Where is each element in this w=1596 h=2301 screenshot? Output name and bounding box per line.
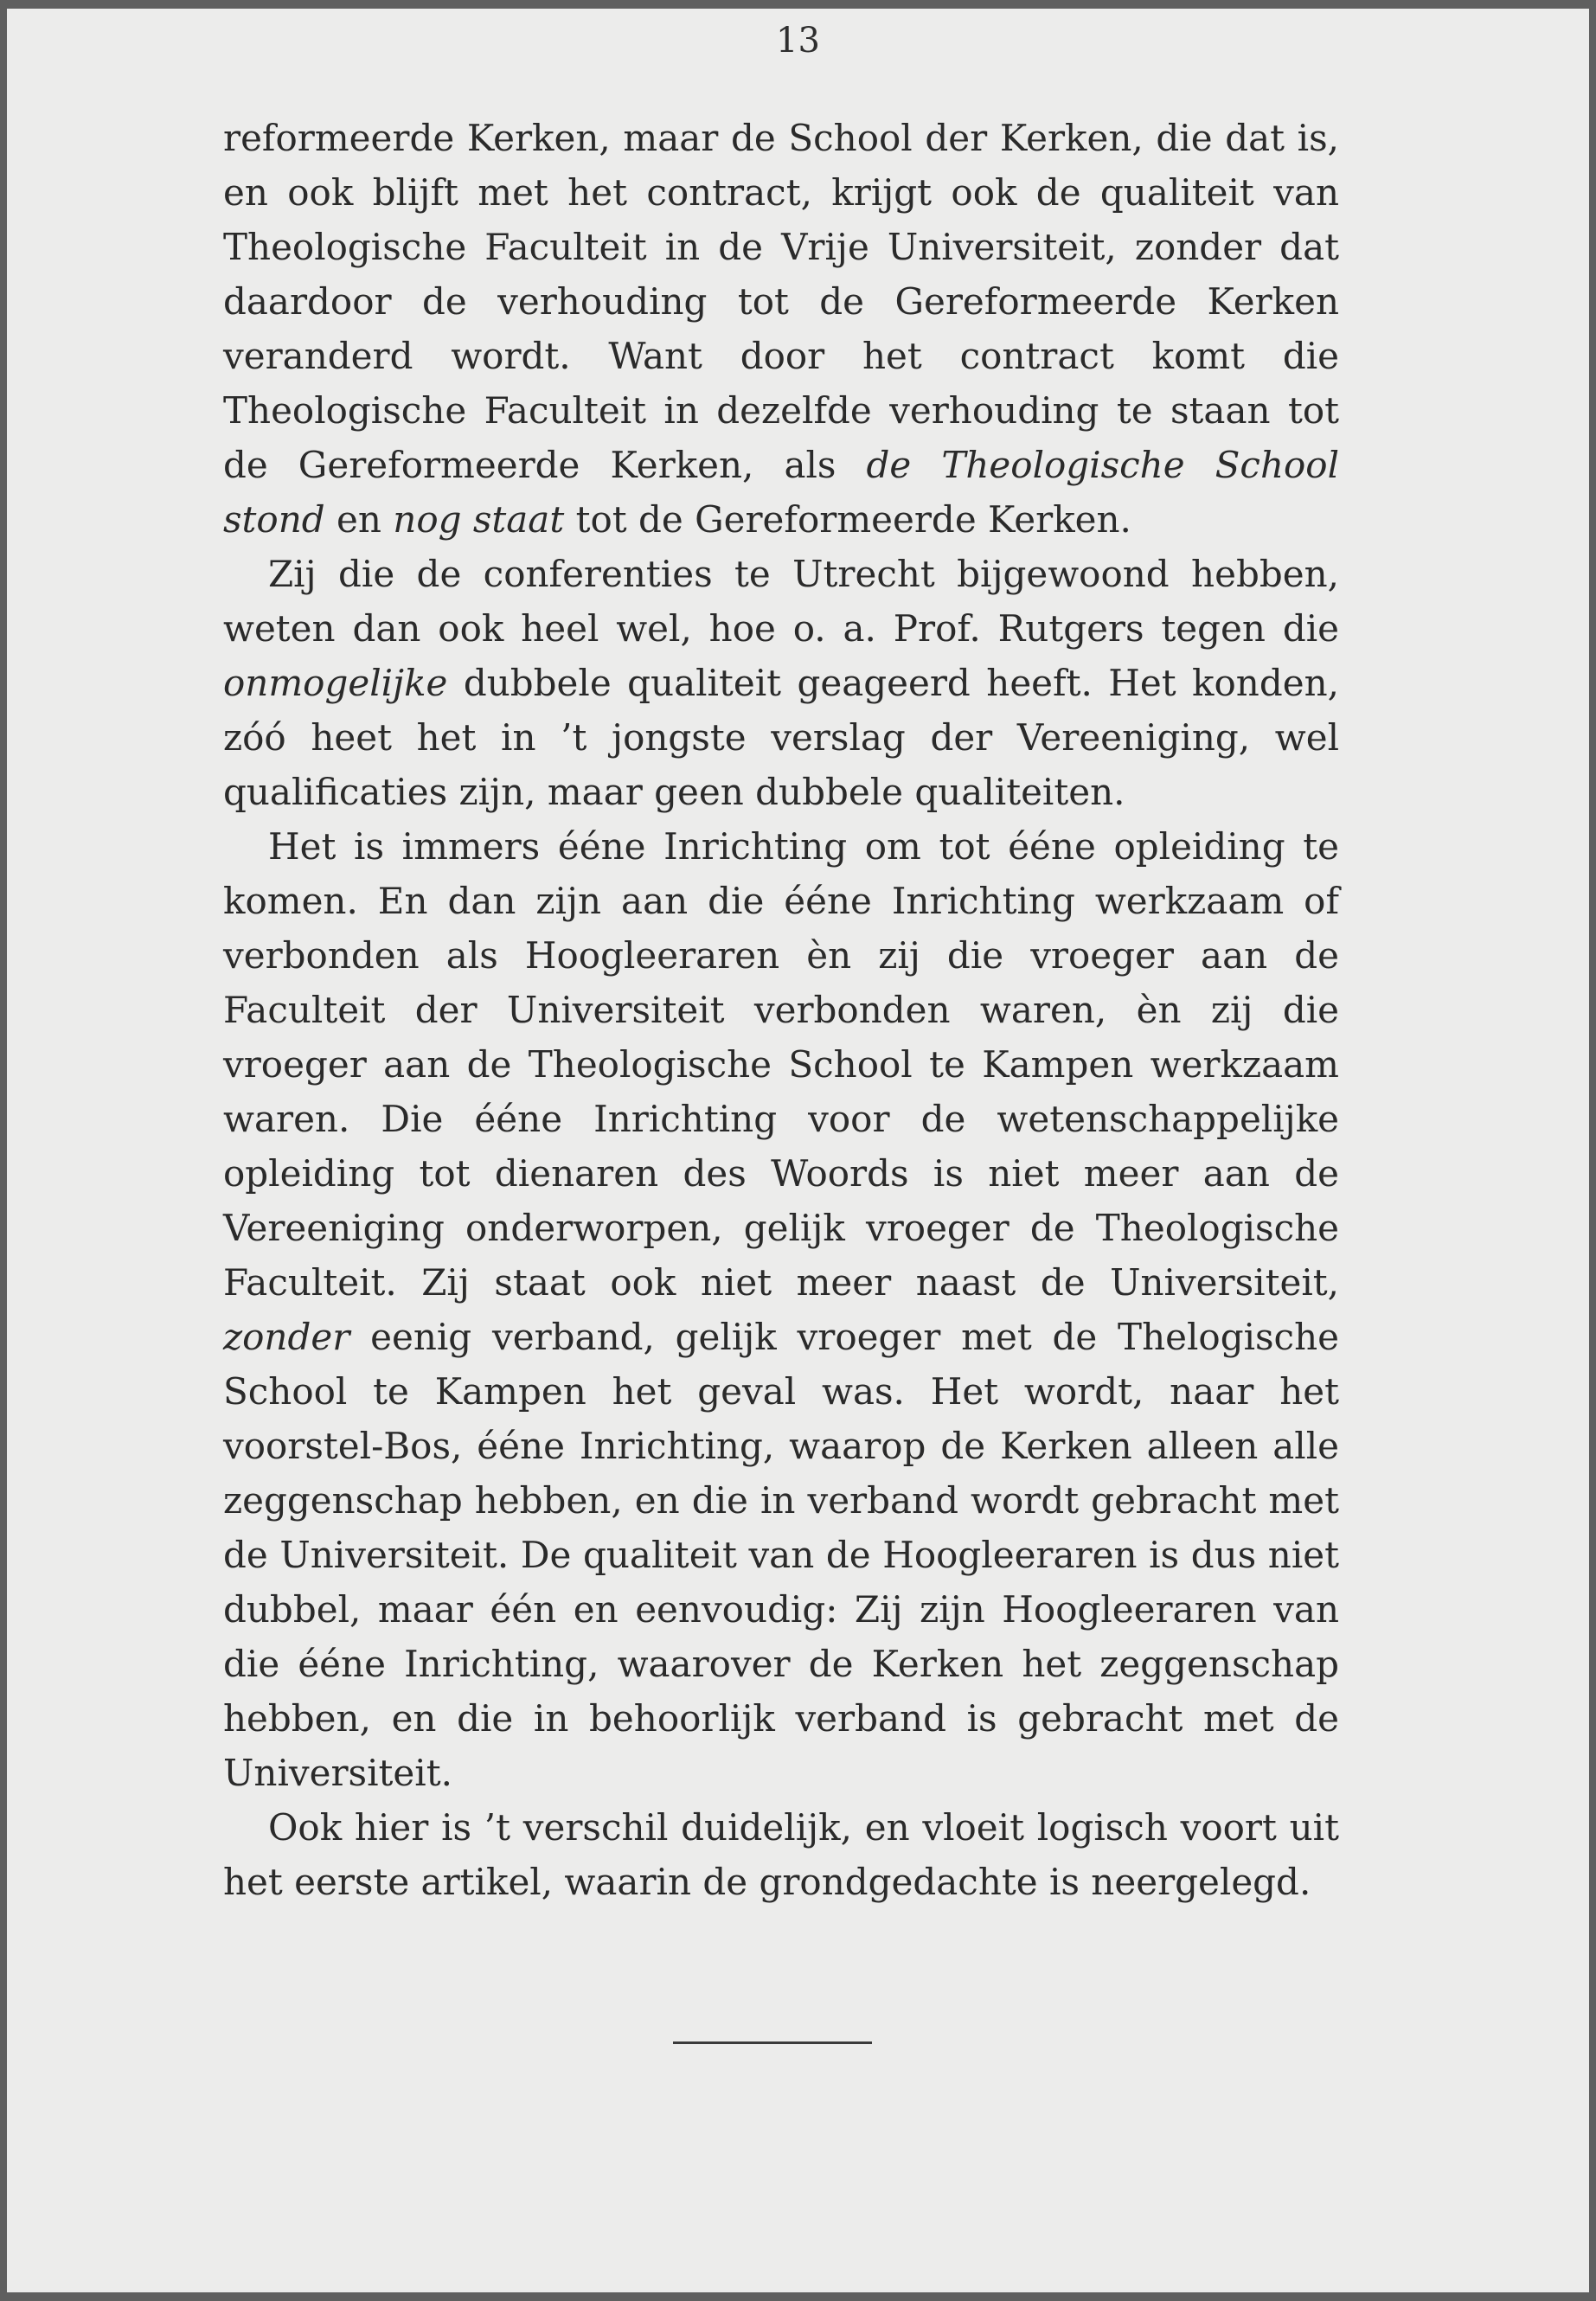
- paragraph-3-italic-1: zonder: [223, 1316, 350, 1358]
- paragraph-3: [223, 819, 1339, 1800]
- paragraph-2-italic-1: onmogelijke: [223, 662, 448, 704]
- paragraph-1-italic-2: nog staat: [393, 498, 565, 541]
- paragraph-1-italic-1: de Theologische School stond: [223, 444, 1339, 541]
- paragraph-1: [223, 111, 1339, 547]
- paragraph-1-text: reformeerde Kerken, maar de School der Kerken, die dat is, en ook blijft met het contract, krijgt ook de qualiteit van Theologische Faculteit in de Vrije Universiteit, zonder dat daardoor de verhouding tot de Gereformeerde Kerken veranderd wordt. Want door het contract komt die Theologische Faculteit in dezelfde verhouding te staan tot de Gereformeerde Kerken, als: [223, 117, 1339, 486]
- body-text: [223, 111, 1339, 1909]
- paragraph-4-text: Ook hier is ’t verschil duidelijk, en vloeit logisch voort uit het eerste artikel, waarin de grondgedachte is neergelegd.: [223, 1806, 1339, 1903]
- paragraph-4: [223, 1800, 1339, 1909]
- paragraph-3-text: Het is immers ééne Inrichting om tot ééne opleiding te komen. En dan zijn aan die ééne Inrichting werkzaam of verbonden als Hoogleeraren èn zij die vroeger aan de Faculteit der Universiteit verbonden waren, èn zij die vroeger aan de Theologische School te Kampen werkzaam waren. Die ééne Inrichting voor de wetenschappelijke opleiding tot dienaren des Woords is niet meer aan de Vereeniging onderworpen, gelijk vroeger de Theologische Faculteit. Zij staat ook niet meer naast de Universiteit,: [223, 825, 1339, 1304]
- paragraph-3-text-2: eenig verband, gelijk vroeger met de Thelogische School te Kampen het geval was. Het wordt, naar het voorstel-Bos, ééne Inrichting, waarop de Kerken alleen alle zeggenschap hebben, en die in verband wordt gebracht met de Universiteit. De qualiteit van de Hoogleeraren is dus niet dubbel, maar één en eenvoudig: Zij zijn Hoogleeraren van die ééne Inrichting, waarover de Kerken het zeggenschap hebben, en die in behoorlijk verband is gebracht met de Universiteit.: [223, 1316, 1339, 1794]
- section-divider-rule: [673, 2041, 872, 2044]
- paragraph-2-text: Zij die de conferenties te Utrecht bijgewoond hebben, weten dan ook heel wel, hoe o. a. Prof. Rutgers tegen die: [223, 553, 1339, 650]
- paragraph-2-text-2: dubbele qualiteit geageerd heeft. Het konden, zóó heet het in ’t jongste verslag der Vereeniging, wel qualificaties zijn, maar geen dubbele qualiteiten.: [223, 662, 1339, 813]
- paragraph-1-text-3: tot de Gereformeerde Kerken.: [564, 498, 1131, 541]
- paragraph-1-text-2: en: [324, 498, 394, 541]
- page-number: 13: [776, 21, 820, 61]
- document-page: [7, 9, 1589, 2292]
- paragraph-2: [223, 547, 1339, 819]
